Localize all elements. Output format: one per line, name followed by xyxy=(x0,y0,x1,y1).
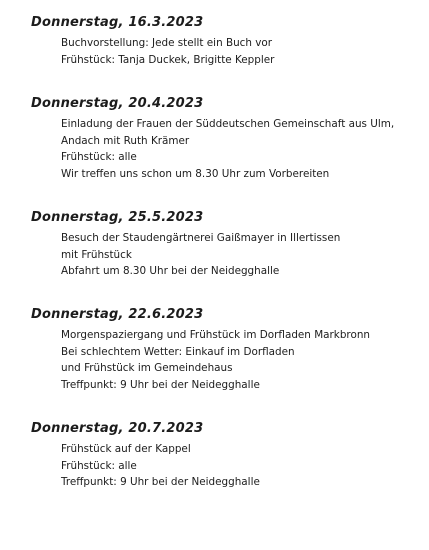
entry-line: Buchvorstellung: Jede stellt ein Buch vor xyxy=(61,37,273,49)
entry-line: Besuch der Staudengärtnerei Gaißmayer in Illertissen xyxy=(61,232,341,244)
schedule-entry-2 xyxy=(31,95,423,182)
entry-line: Frühstück: alle xyxy=(61,459,137,472)
entry-line: Treffpunkt: 9 Uhr bei der Neidegghalle xyxy=(61,476,260,488)
entry-line: Wir treffen uns schon um 8.30 Uhr zum Vorbereiten xyxy=(61,167,330,180)
schedule-entry-5 xyxy=(31,420,423,491)
entry-line: mit Frühstück xyxy=(61,248,132,261)
entry-date: Donnerstag, 16.3.2023 xyxy=(31,15,204,30)
entry-date: Donnerstag, 20.4.2023 xyxy=(31,96,204,111)
entry-line: und Frühstück im Gemeindehaus xyxy=(61,362,233,374)
schedule-entry-1 xyxy=(31,14,423,68)
entry-line: Frühstück auf der Kappel xyxy=(61,443,191,455)
entry-line: Frühstück: alle xyxy=(61,151,137,163)
entry-line: Einladung der Frauen der Süddeutschen Gemeinschaft aus Ulm, xyxy=(61,118,395,130)
entry-line: Andach mit Ruth Krämer xyxy=(61,134,190,147)
entry-line: Bei schlechtem Wetter: Einkauf im Dorfladen xyxy=(61,345,295,358)
schedule-entry-3 xyxy=(31,209,423,280)
entry-date: Donnerstag, 25.5.2023 xyxy=(31,210,204,225)
entry-line: Abfahrt um 8.30 Uhr bei der Neidegghalle xyxy=(61,265,280,277)
entry-line: Frühstück: Tanja Duckek, Brigitte Keppler xyxy=(61,53,275,66)
entry-line: Treffpunkt: 9 Uhr bei der Neidegghalle xyxy=(61,378,260,391)
schedule-entry-4 xyxy=(31,306,423,393)
entry-line: Morgenspaziergang und Frühstück im Dorfladen Markbronn xyxy=(61,329,370,341)
entry-date: Donnerstag, 22.6.2023 xyxy=(31,307,204,322)
entry-date: Donnerstag, 20.7.2023 xyxy=(31,421,204,436)
